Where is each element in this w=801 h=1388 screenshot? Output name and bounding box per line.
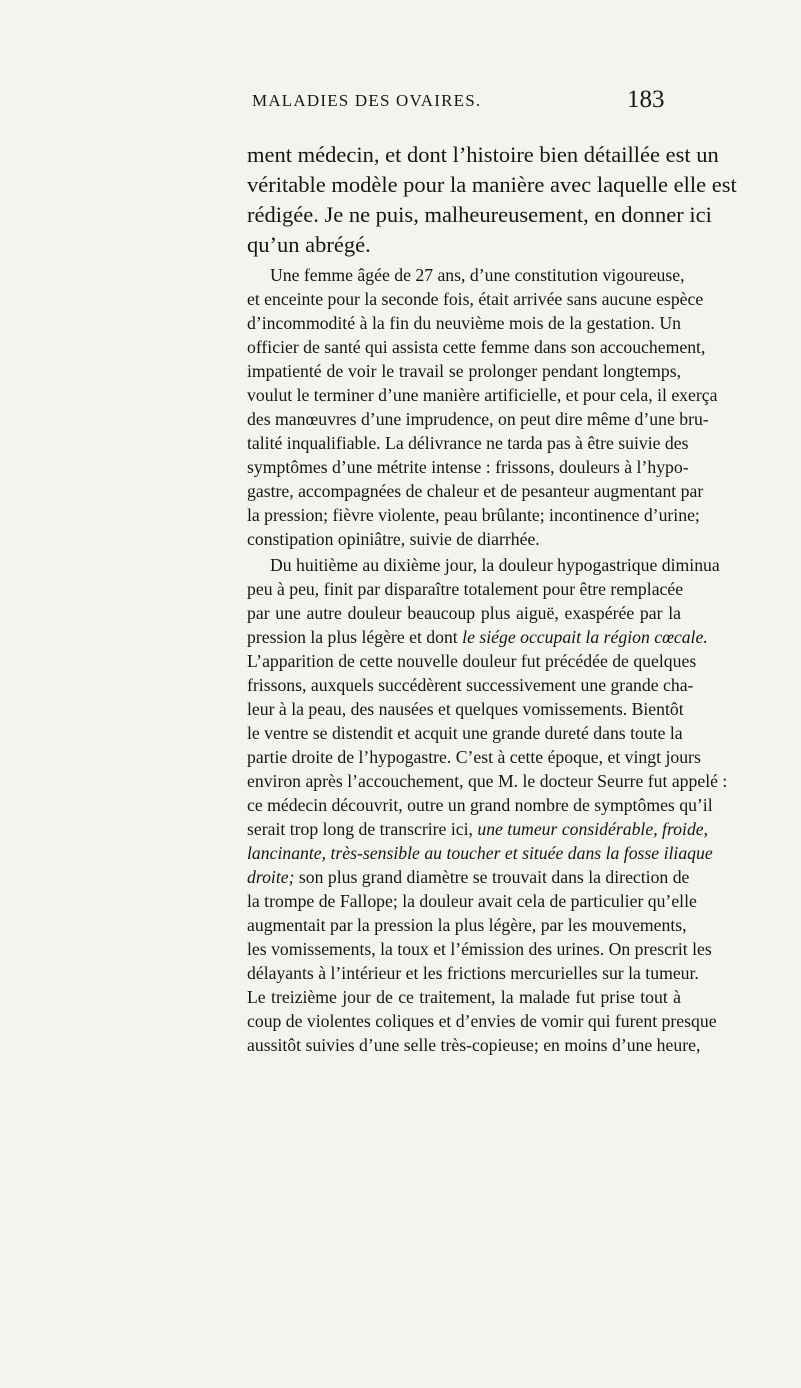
text-line: gastre, accompagnées de chaleur et de pesanteur augmentant par	[247, 481, 704, 501]
italic-run: lancinante, très-sensible au toucher et située dans la fosse iliaque	[247, 843, 713, 863]
text-line: la pression; fièvre violente, peau brûlante; incontinence d’urine;	[247, 505, 700, 525]
text-run: serait trop long de transcrire ici,	[247, 819, 478, 839]
text-line	[247, 626, 708, 648]
text-line: d’incommodité à la fin du neuvième mois de la gestation. Un	[247, 313, 681, 333]
text-line: L’apparition de cette nouvelle douleur fut précédée de quelques	[247, 651, 697, 671]
text-line: frissons, auxquels succédèrent successivement une grande cha-	[247, 675, 694, 695]
text-line: voulut le terminer d’une manière artificielle, et pour cela, il exerça	[247, 385, 718, 405]
text-line: augmentait par la pression la plus légère, par les mouvements,	[247, 915, 687, 935]
running-head	[0, 86, 801, 120]
text-line: talité inqualifiable. La délivrance ne tarda pas à être suivie des	[247, 433, 689, 453]
text-line: ce médecin découvrit, outre un grand nombre de symptômes qu’il	[247, 795, 713, 815]
text-line: le ventre se distendit et acquit une grande dureté dans toute la	[247, 723, 683, 743]
text-line: constipation opiniâtre, suivie de diarrhée.	[247, 529, 540, 549]
text-line	[247, 818, 709, 840]
text-line: leur à la peau, des nausées et quelques vomissements. Bientôt	[247, 699, 684, 719]
text-line: qu’un abrégé.	[247, 232, 371, 257]
text-line: des manœuvres d’une imprudence, on peut dire même d’une bru-	[247, 409, 709, 429]
italic-run: le siége occupait la région cœcale.	[462, 627, 708, 647]
text-line: et enceinte pour la seconde fois, était arrivée sans aucune espèce	[247, 289, 704, 309]
text-line: Une femme âgée de 27 ans, d’une constitution vigoureuse,	[270, 265, 685, 285]
text-line: symptômes d’une métrite intense : frissons, douleurs à l’hypo-	[247, 457, 689, 477]
text-line: par une autre douleur beaucoup plus aiguë, exaspérée par la	[247, 603, 681, 623]
text-line: ment médecin, et dont l’histoire bien détaillée est un	[247, 142, 719, 167]
text-line: Du huitième au dixième jour, la douleur hypogastrique diminua	[270, 555, 720, 575]
text-line: la trompe de Fallope; la douleur avait cela de particulier qu’elle	[247, 891, 697, 911]
text-line: peu à peu, finit par disparaître totalement pour être remplacée	[247, 579, 684, 599]
text-line: environ après l’accouchement, que M. le docteur Seurre fut appelé :	[247, 771, 728, 791]
text-line: les vomissements, la toux et l’émission des urines. On prescrit les	[247, 939, 712, 959]
text-line: officier de santé qui assista cette femme dans son accouchement,	[247, 337, 706, 357]
text-line: rédigée. Je ne puis, malheureusement, en donner ici	[247, 202, 712, 227]
text-line: coup de violentes coliques et d’envies de vomir qui furent presque	[247, 1011, 717, 1031]
text-line: partie droite de l’hypogastre. C’est à cette époque, et vingt jours	[247, 747, 701, 767]
italic-run: une tumeur considérable, froide,	[477, 819, 709, 839]
page-number: 183	[627, 86, 665, 113]
running-title: MALADIES DES OVAIRES.	[252, 91, 482, 110]
text-line: véritable modèle pour la manière avec laquelle elle est	[247, 172, 737, 197]
text-run: pression la plus légère et dont	[247, 627, 463, 647]
text-line: aussitôt suivies d’une selle très-copieuse; en moins d’une heure,	[247, 1035, 701, 1055]
italic-run: droite;	[247, 867, 295, 887]
text-line: impatienté de voir le travail se prolonger pendant longtemps,	[247, 361, 681, 381]
text-run: son plus grand diamètre se trouvait dans la direction de	[294, 867, 690, 887]
text-line	[247, 866, 690, 888]
text-line: délayants à l’intérieur et les frictions mercurielles sur la tumeur.	[247, 963, 699, 983]
text-line: Le treizième jour de ce traitement, la malade fut prise tout à	[247, 987, 681, 1007]
text-line	[247, 842, 713, 864]
